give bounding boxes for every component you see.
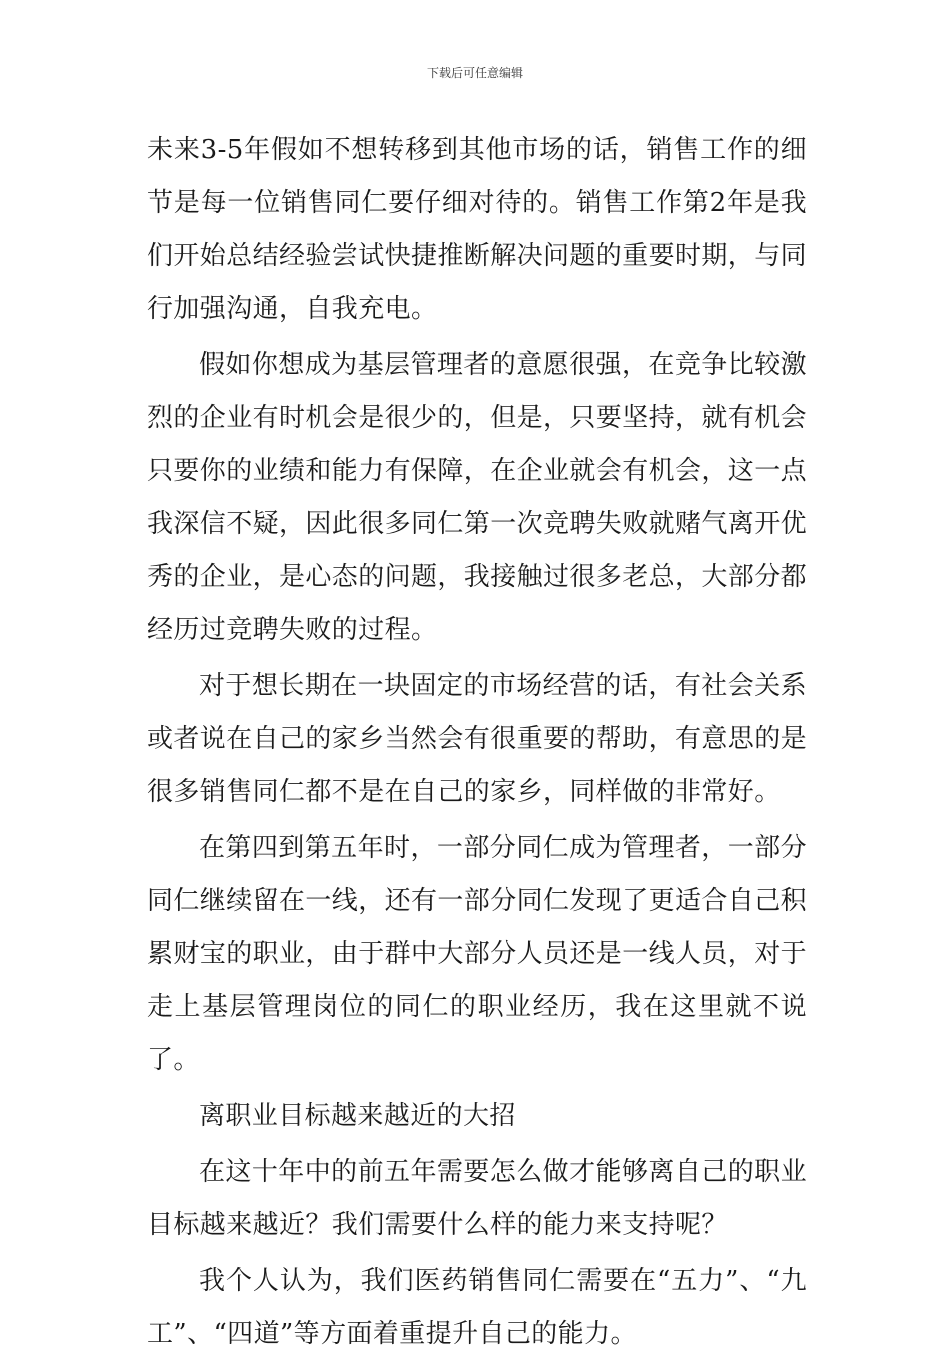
paragraph-4: 在第四到第五年时，一部分同仁成为管理者，一部分同仁继续留在一线，还有一部分同仁发现了更适合自己积累财宝的职业，由于群中大部分人员还是一线人员，对于走上基层管理岗位的同仁的职业经历，我在这里就不说了。 [147, 833, 808, 1075]
paragraph-1: 未来3-5年假如不想转移到其他市场的话，销售工作的细节是每一位销售同仁要仔细对待的。销售工作第2年是我们开始总结经验尝试快捷推断解决问题的重要时期，与同行加强沟通，自我充电。 [147, 135, 808, 324]
paragraph-5: 在这十年中的前五年需要怎么做才能够离自己的职业目标越来越近？我们需要什么样的能力来支持呢？ [147, 1157, 807, 1240]
paragraph-2: 假如你想成为基层管理者的意愿很强，在竞争比较激烈的企业有时机会是很少的，但是，只要坚持，就有机会只要你的业绩和能力有保障，在企业就会有机会，这一点我深信不疑，因此很多同仁第一次竞聘失败就赌气离开优秀的企业，是心态的问题，我接触过很多老总，大部分都经历过竞聘失败的过程。 [147, 350, 808, 645]
section-heading: 离职业目标越来越近的大招 [199, 1101, 516, 1131]
paragraph-3: 对于想长期在一块固定的市场经营的话，有社会关系或者说在自己的家乡当然会有很重要的帮助，有意思的是很多销售同仁都不是在自己的家乡，同样做的非常好。 [147, 671, 808, 807]
page-header-note: 下载后可任意编辑 [426, 66, 523, 80]
document-body [147, 124, 807, 1361]
paragraph-6: 我个人认为，我们医药销售同仁需要在“五力”、“九工”、“四道”等方面着重提升自己的能力。 [147, 1266, 807, 1349]
